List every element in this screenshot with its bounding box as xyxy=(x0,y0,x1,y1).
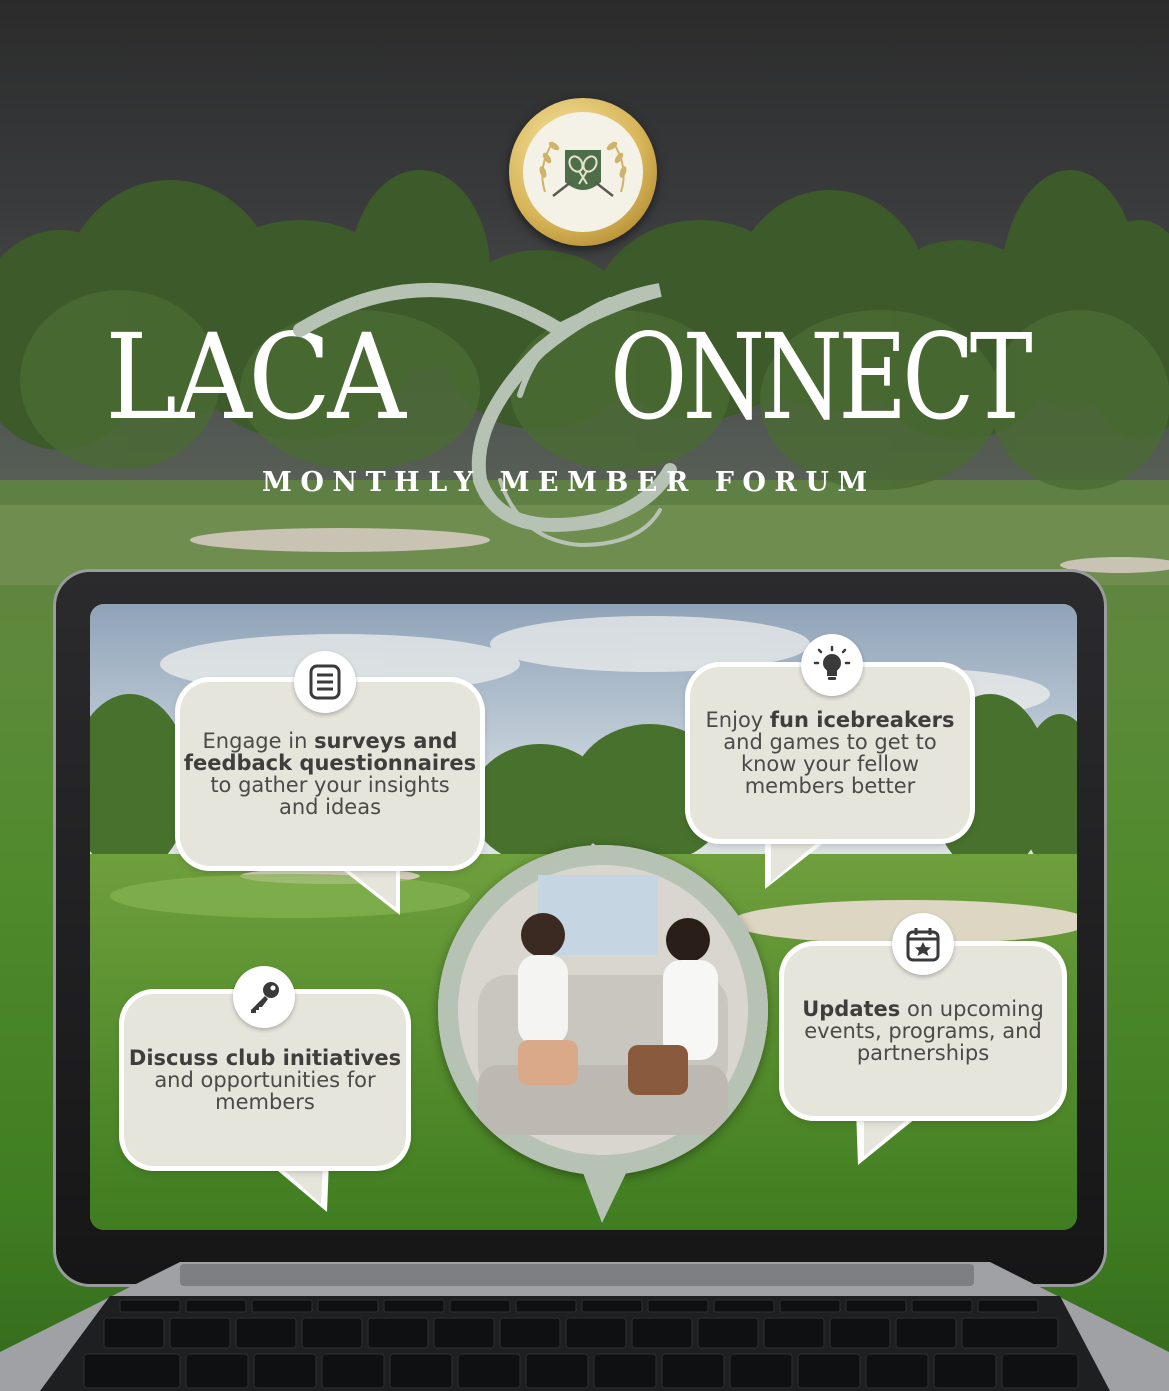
calendar-star-icon xyxy=(892,913,954,975)
crest-icon xyxy=(523,112,643,232)
members-photo xyxy=(438,845,768,1175)
updates-text: Updates on upcoming events, programs, and partnerships xyxy=(802,997,1044,1065)
title-connect: ONNECT xyxy=(610,308,1028,446)
surveys-text: Engage in surveys and feedback questionnaires to gather your insights and ideas xyxy=(183,729,477,819)
bubble-tail xyxy=(765,834,865,894)
document-list-icon xyxy=(294,651,356,713)
bubble-tail xyxy=(856,1110,936,1170)
initiatives-text: Discuss club initiatives and opportunities for members xyxy=(128,1046,402,1114)
key-icon xyxy=(233,966,295,1028)
lightbulb-icon xyxy=(801,634,863,696)
title-laca: LACA xyxy=(105,308,403,446)
subtitle: MONTHLY MEMBER FORUM xyxy=(262,467,876,498)
icebreakers-text: Enjoy fun icebreakers and games to get to know your fellow members better xyxy=(705,708,955,798)
laptop-keyboard xyxy=(0,1262,1169,1391)
photo-tail xyxy=(580,1165,630,1225)
bubble-tail xyxy=(300,860,410,920)
club-logo xyxy=(509,98,657,246)
bubble-tail xyxy=(265,1160,345,1216)
